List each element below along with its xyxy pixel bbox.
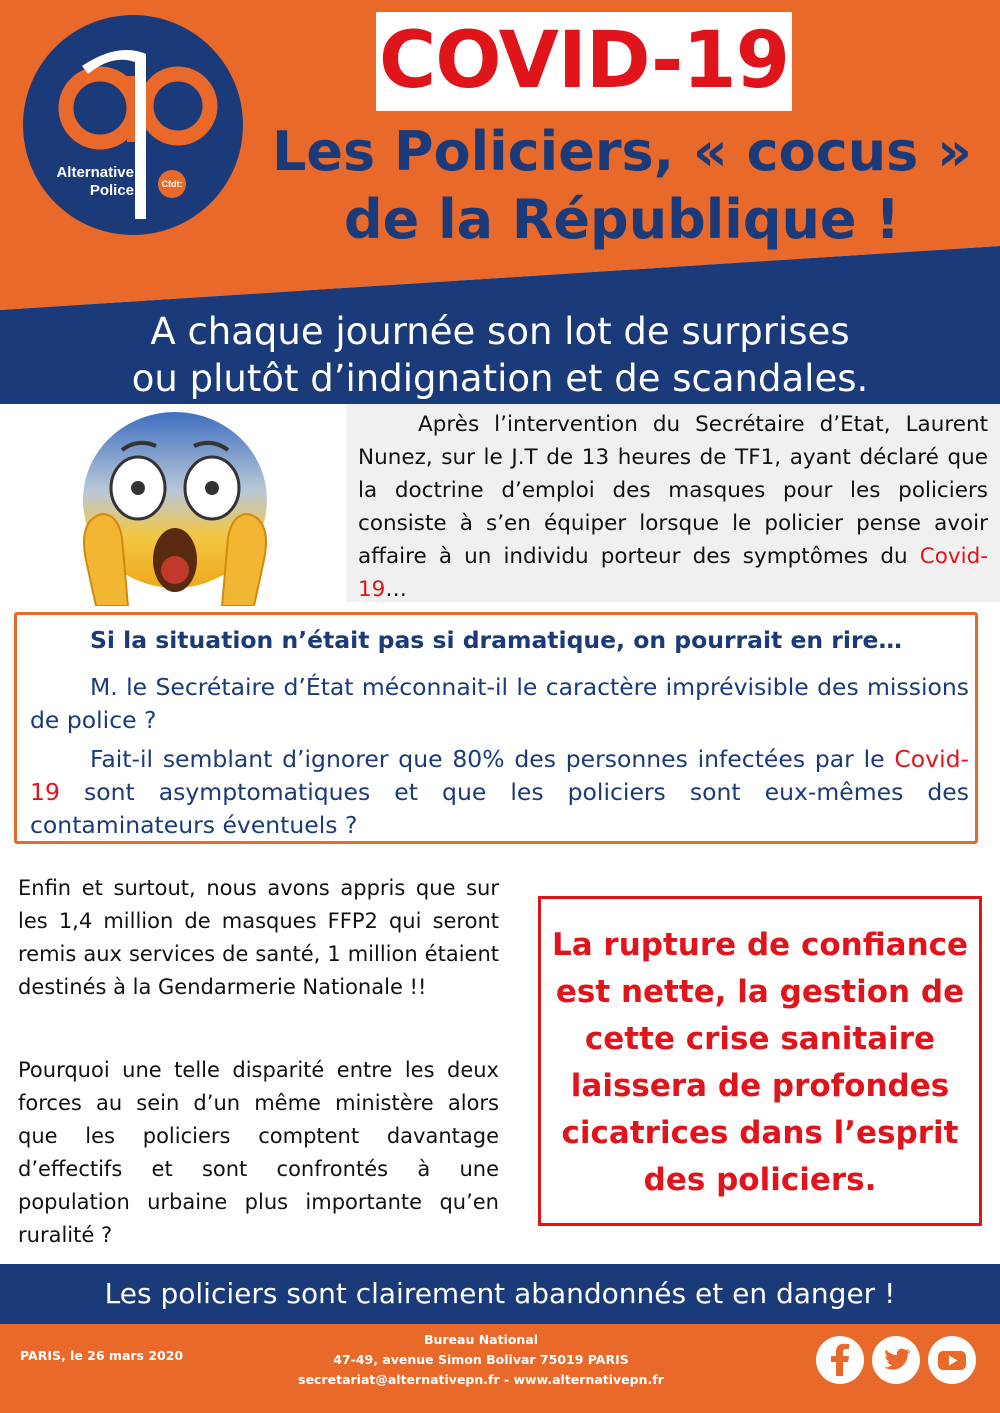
banner-text: Les policiers sont clairement abandonnés et en danger ! [104, 1277, 896, 1310]
subheadline-line1: A chaque journée son lot de surprises [150, 310, 850, 353]
intro-paragraph [358, 408, 988, 606]
headline-line1: Les Policiers, « cocus » [272, 120, 972, 183]
face-screaming-in-fear-icon [78, 410, 272, 606]
footer-address [276, 1330, 686, 1390]
intro-ellipsis: … [385, 577, 407, 602]
twitter-icon[interactable] [872, 1336, 920, 1384]
facebook-icon[interactable] [816, 1336, 864, 1384]
footer-address-line2: 47-49, avenue Simon Bolivar 75019 PARIS [333, 1352, 629, 1367]
subheadline-line2: ou plutôt d’indignation et de scandales. [131, 357, 869, 400]
logo-text-line2: Police [89, 182, 134, 199]
question-2 [30, 743, 969, 842]
frame-title: Si la situation n’était pas si dramatique, on pourrait en rire… [90, 626, 902, 654]
youtube-icon[interactable] [928, 1336, 976, 1384]
page-title: COVID-19 [379, 16, 789, 106]
quote-text: La rupture de confiance est nette, la gestion de cette crise sanitaire laissera de profondes cicatrices dans l’esprit des policiers. [551, 927, 969, 1198]
footer-date: PARIS, le 26 mars 2020 [20, 1348, 184, 1363]
headline-line2: de la République ! [344, 188, 900, 251]
body-paragraph-2: Pourquoi une telle disparité entre les deux forces au sein d’un même ministère alors que les policiers comptent davantage d’effectifs et sont confrontés à une population urbaine plus importante qu’en ruralité ? [18, 1058, 499, 1247]
intro-text: Après l’intervention du Secrétaire d’Etat, Laurent Nunez, sur le J.T de 13 heures de TF1, ayant déclaré que la doctrine d’emploi des masques pour les policiers consiste à s’en équiper lorsque le policier pense avoir affaire à un individu porteur des symptômes du [358, 412, 988, 569]
footer-address-line3: secretariat@alternativepn.fr - www.alternativepn.fr [298, 1372, 664, 1387]
footer-address-line1: Bureau National [423, 1332, 539, 1347]
alternative-police-logo [22, 14, 244, 236]
question-2-highlight: Covid-19 [30, 745, 969, 806]
body-paragraph-1: Enfin et surtout, nous avons appris que sur les 1,4 million de masques FFP2 qui seront remis aux services de santé, 1 million étaient destinés à la Gendarmerie Nationale !! [18, 876, 499, 999]
intro-highlight: Covid-19 [358, 544, 988, 602]
subheadline [20, 308, 980, 402]
question-2-text: Fait-il semblant d’ignorer que 80% des personnes infectées par le [90, 745, 895, 773]
cfdt-badge: Cfdt: [161, 179, 183, 189]
headline [252, 118, 992, 254]
question-2-text-end: sont asymptomatiques et que les policiers sont eux-mêmes des contaminateurs éventuels ? [30, 778, 969, 839]
logo-text-line1: Alternative [56, 164, 134, 181]
question-1: M. le Secrétaire d’État méconnait-il le caractère imprévisible des missions de police ? [30, 673, 969, 734]
